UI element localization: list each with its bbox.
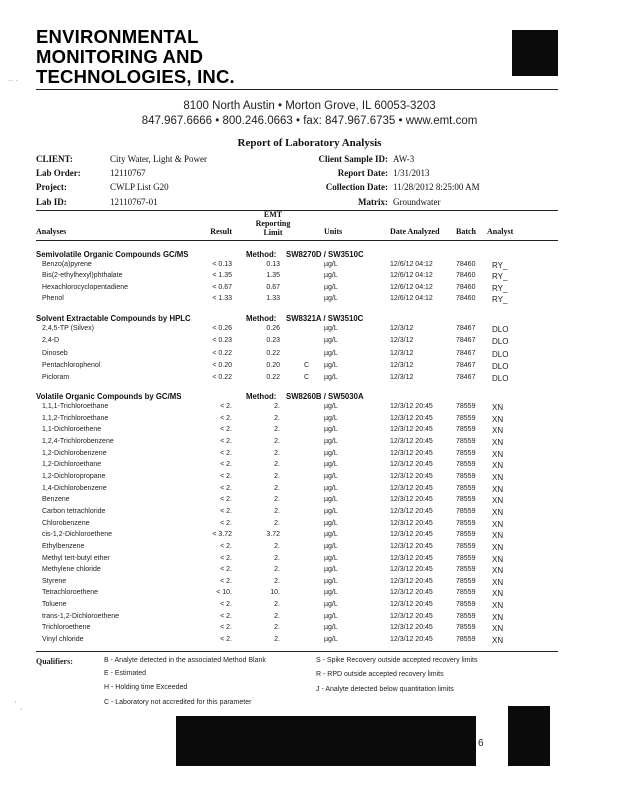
table-row [0, 284, 619, 295]
analyte-units: µg/L [324, 484, 338, 492]
analyte-analyst: XN [492, 437, 504, 447]
analyte-result: < 0.23 [212, 337, 232, 345]
analyte-units: µg/L [324, 325, 338, 332]
redaction-box-top [512, 30, 558, 76]
analyte-batch: 78460 [456, 272, 476, 280]
analyte-units: µg/L [324, 437, 338, 445]
analyte-units: µg/L [324, 449, 338, 457]
collection-date-label: Collection Date: [325, 182, 388, 192]
analyte-reporting-limit: 2. [274, 542, 280, 550]
table-row [0, 325, 619, 336]
analyte-units: µg/L [324, 272, 338, 280]
analyte-date-analyzed: 12/3/12 20:45 [390, 636, 433, 643]
analyte-reporting-limit: 1.35 [266, 272, 280, 280]
table-row [0, 261, 619, 272]
analyte-batch: 78559 [456, 566, 476, 574]
analyte-reporting-limit: 2. [274, 496, 280, 504]
table-row [0, 485, 619, 496]
analyte-reporting-limit: 2. [274, 449, 280, 457]
analyte-date-analyzed: 12/3/12 20:45 [390, 589, 433, 597]
analyte-batch: 78460 [456, 294, 476, 302]
section-title-semivolatile: Semivolatile Organic Compounds GC/MS [36, 250, 189, 259]
analyte-batch: 78559 [456, 542, 476, 550]
analyte-result: < 2. [220, 472, 232, 480]
analyte-units: µg/L [324, 261, 338, 268]
company-name-line: TECHNOLOGIES, INC. [36, 66, 235, 87]
analyte-name: Tetrachloroethene [42, 589, 99, 597]
analyte-date-analyzed: 12/3/12 20:45 [390, 554, 433, 562]
analyte-name: Methyl tert-butyl ether [42, 554, 110, 562]
analyte-batch: 78559 [456, 461, 476, 469]
analyte-analyst: XN [492, 414, 504, 424]
analyte-reporting-limit: 1.33 [266, 294, 280, 302]
analyte-reporting-limit: 2. [274, 601, 280, 608]
sample-id-label: Client Sample ID: [318, 154, 388, 164]
analyte-analyst: XN [492, 566, 504, 576]
analyte-reporting-limit: 0.22 [266, 349, 280, 357]
analyte-units: µg/L [324, 349, 338, 357]
redaction-box-bottom-right [508, 706, 550, 766]
table-row [0, 426, 619, 437]
analyte-reporting-limit: 0.26 [266, 325, 280, 332]
analyte-batch: 78559 [456, 507, 476, 515]
table-row [0, 520, 619, 531]
analyte-units: µg/L [324, 577, 338, 585]
analyte-reporting-limit: 3.72 [266, 531, 280, 539]
company-logo [36, 27, 235, 87]
analyte-result: < 0.26 [212, 325, 232, 332]
analyte-analyst: XN [492, 461, 504, 471]
analyte-name: Styrene [42, 577, 67, 585]
analyte-result: < 2. [220, 519, 232, 527]
analyte-units: µg/L [324, 337, 338, 345]
analyte-result: < 2. [220, 496, 232, 504]
table-row [0, 636, 619, 647]
analyte-batch: 78467 [456, 374, 476, 382]
analyte-analyst: XN [492, 403, 504, 412]
analyte-date-analyzed: 12/3/12 20:45 [390, 612, 433, 620]
analyte-date-analyzed: 12/3/12 [390, 361, 414, 369]
analyte-batch: 78559 [456, 589, 476, 597]
analyte-reporting-limit: 2. [274, 484, 280, 492]
analyte-date-analyzed: 12/3/12 [390, 349, 414, 357]
analyte-result: < 1.33 [212, 294, 232, 302]
analyte-analyst: XN [492, 496, 504, 506]
analyte-name: Benzene [42, 496, 70, 504]
analyte-name: Toluene [42, 601, 67, 608]
analyte-analyst: DLO [492, 337, 509, 347]
qualifier-b: B - Analyte detected in the associated Method Blank [104, 657, 266, 664]
analyte-analyst: XN [492, 519, 504, 529]
column-header-rule [36, 240, 558, 241]
lab-id-label: Lab ID: [36, 197, 67, 207]
analyte-units: µg/L [324, 461, 338, 469]
table-row [0, 543, 619, 554]
analyte-reporting-limit: 10. [270, 589, 280, 597]
analyte-batch: 78467 [456, 325, 476, 332]
analyte-result: < 0.22 [212, 374, 232, 382]
qualifier-e: E - Estimated [104, 670, 147, 677]
analyte-batch: 78559 [456, 496, 476, 504]
scan-mark: ·· · [8, 76, 19, 85]
analyte-result: < 2. [220, 437, 232, 445]
analyte-analyst: XN [492, 426, 504, 436]
method-label: Method: [246, 250, 277, 259]
analyte-name: Vinyl chloride [42, 636, 84, 643]
method-value: SW8260B / SW5030A [286, 392, 364, 401]
analyte-name: cis-1,2-Dichloroethene [42, 531, 113, 539]
table-row [0, 473, 619, 484]
table-row [0, 508, 619, 519]
analyte-batch: 78559 [456, 601, 476, 608]
analyte-name: Picloram [42, 374, 70, 382]
analyte-name: Trichloroethene [42, 624, 91, 632]
analyte-batch: 78467 [456, 349, 476, 357]
method-label: Method: [246, 392, 277, 401]
table-row [0, 415, 619, 426]
analyte-reporting-limit: 2. [274, 519, 280, 527]
redaction-box-bottom [176, 716, 476, 766]
analyte-result: < 1.35 [212, 272, 232, 280]
analyte-name: Chlorobenzene [42, 519, 90, 527]
analyte-name: 1,1,1-Trichloroethane [42, 403, 109, 410]
analyte-name: 1,2-Dichloroethane [42, 461, 102, 469]
analyte-result: < 2. [220, 403, 232, 410]
analyte-batch: 78467 [456, 337, 476, 345]
analyte-reporting-limit: 0.67 [266, 283, 280, 291]
analyte-date-analyzed: 12/3/12 20:45 [390, 484, 433, 492]
table-row [0, 403, 619, 414]
analyte-result: < 0.20 [212, 361, 232, 369]
analyte-units: µg/L [324, 496, 338, 504]
client-label: CLIENT: [36, 154, 73, 164]
analyte-date-analyzed: 12/3/12 [390, 337, 414, 345]
analyte-reporting-limit: 0.23 [266, 337, 280, 345]
analyte-batch: 78467 [456, 361, 476, 369]
analyte-qualifier: C [304, 374, 310, 382]
qualifier-j: J - Analyte detected below quantitation limits [316, 686, 454, 693]
analyte-analyst: XN [492, 449, 504, 459]
analyte-analyst: XN [492, 554, 504, 564]
analyte-analyst: XN [492, 612, 504, 622]
analyte-analyst: XN [492, 636, 504, 645]
report-title: Report of Laboratory Analysis [237, 137, 382, 149]
analyte-analyst: DLO [492, 325, 509, 334]
analyte-date-analyzed: 12/3/12 20:45 [390, 403, 433, 410]
table-row [0, 350, 619, 361]
analyte-reporting-limit: 2. [274, 577, 280, 585]
analyte-name: 1,2-Dichlorobenzene [42, 449, 107, 457]
analyte-result: < 2. [220, 554, 232, 562]
table-row [0, 624, 619, 635]
analyte-date-analyzed: 12/3/12 20:45 [390, 426, 433, 434]
table-row [0, 578, 619, 589]
analyte-units: µg/L [324, 601, 338, 608]
analyte-result: < 2. [220, 414, 232, 422]
table-row [0, 461, 619, 472]
analyte-name: Methylene chloride [42, 566, 101, 574]
analyte-batch: 78559 [456, 519, 476, 527]
table-row [0, 566, 619, 577]
table-row [0, 555, 619, 566]
analyte-units: µg/L [324, 554, 338, 562]
analyte-batch: 78559 [456, 612, 476, 620]
analyte-name: Benzo(a)pyrene [42, 261, 92, 268]
table-end-rule [36, 651, 558, 652]
qualifier-r: R - RPD outside accepted recovery limits [316, 671, 444, 678]
analyte-units: µg/L [324, 283, 338, 291]
col-analyst: Analyst [487, 227, 514, 236]
analyte-date-analyzed: 12/3/12 20:45 [390, 624, 433, 632]
analyte-date-analyzed: 12/6/12 04:12 [390, 283, 433, 291]
table-row [0, 613, 619, 624]
qualifier-c: C - Laboratory not accredited for this parameter [104, 699, 252, 706]
analyte-date-analyzed: 12/3/12 20:45 [390, 542, 433, 550]
table-row [0, 438, 619, 449]
scan-mark: ʾ ˏ [14, 700, 23, 710]
analyte-batch: 78559 [456, 484, 476, 492]
analyte-date-analyzed: 12/6/12 04:12 [390, 272, 433, 280]
qualifier-s: S - Spike Recovery outside accepted recovery limits [316, 657, 478, 664]
method-value: SW8270D / SW3510C [286, 250, 364, 259]
analyte-analyst: XN [492, 601, 504, 610]
table-row [0, 496, 619, 507]
analyte-result: < 10. [216, 589, 232, 597]
analyte-units: µg/L [324, 612, 338, 620]
analyte-analyst: XN [492, 531, 504, 541]
method-label: Method: [246, 314, 277, 323]
analyte-date-analyzed: 12/3/12 20:45 [390, 437, 433, 445]
analyte-reporting-limit: 2. [274, 437, 280, 445]
analyte-analyst: RY_ [492, 294, 508, 304]
analyte-batch: 78559 [456, 426, 476, 434]
table-row [0, 337, 619, 348]
analyte-result: < 2. [220, 461, 232, 469]
col-batch: Batch [456, 227, 476, 236]
analyte-reporting-limit: 2. [274, 624, 280, 632]
table-row [0, 272, 619, 283]
lab-id-value: 12110767-01 [110, 197, 158, 207]
matrix-label: Matrix: [358, 197, 388, 207]
analyte-units: µg/L [324, 403, 338, 410]
analyte-batch: 78559 [456, 624, 476, 632]
analyte-batch: 78559 [456, 472, 476, 480]
col-analyses: Analyses [36, 227, 67, 236]
analyte-units: µg/L [324, 636, 338, 643]
analyte-result: < 0.67 [212, 283, 232, 291]
analyte-reporting-limit: 2. [274, 612, 280, 620]
analyte-batch: 78559 [456, 414, 476, 422]
analyte-units: µg/L [324, 589, 338, 597]
report-date-value: 1/31/2013 [393, 168, 430, 178]
analyte-batch: 78559 [456, 636, 476, 643]
analyte-analyst: DLO [492, 374, 509, 384]
analyte-units: µg/L [324, 566, 338, 574]
analyte-name: Pentachlorophenol [42, 361, 101, 369]
analyte-units: µg/L [324, 426, 338, 434]
analyte-reporting-limit: 2. [274, 414, 280, 422]
analyte-date-analyzed: 12/6/12 04:12 [390, 261, 433, 268]
analyte-analyst: DLO [492, 361, 509, 371]
analyte-result: < 2. [220, 612, 232, 620]
analyte-analyst: RY_ [492, 261, 508, 270]
analyte-name: Carbon tetrachloride [42, 507, 106, 515]
analyte-units: µg/L [324, 531, 338, 539]
analyte-result: < 0.22 [212, 349, 232, 357]
analyte-batch: 78559 [456, 403, 476, 410]
analyte-date-analyzed: 12/3/12 20:45 [390, 507, 433, 515]
client-value: City Water, Light & Power [110, 154, 207, 164]
analyte-result: < 2. [220, 542, 232, 550]
analyte-analyst: RY_ [492, 283, 508, 293]
analyte-reporting-limit: 2. [274, 472, 280, 480]
analyte-name: 1,2,4-Trichlorobenzene [42, 437, 114, 445]
analyte-batch: 78559 [456, 531, 476, 539]
analyte-result: < 2. [220, 624, 232, 632]
analyte-date-analyzed: 12/6/12 04:12 [390, 294, 433, 302]
analyte-date-analyzed: 12/3/12 20:45 [390, 519, 433, 527]
analyte-result: < 2. [220, 577, 232, 585]
analyte-result: < 0.13 [212, 261, 232, 268]
collection-date-value: 11/28/2012 8:25:00 AM [393, 182, 480, 192]
analyte-result: < 3.72 [212, 531, 232, 539]
section-title-hplc: Solvent Extractable Compounds by HPLC [36, 314, 191, 323]
analyte-analyst: XN [492, 624, 504, 634]
analyte-name: Ethylbenzene [42, 542, 85, 550]
col-emt-reporting-limit: EMT Reporting Limit [255, 210, 291, 237]
analyte-result: < 2. [220, 449, 232, 457]
sample-id-value: AW-3 [393, 154, 415, 164]
lab-order-label: Lab Order: [36, 168, 81, 178]
analyte-reporting-limit: 2. [274, 426, 280, 434]
analyte-batch: 78559 [456, 449, 476, 457]
analyte-date-analyzed: 12/3/12 [390, 374, 414, 382]
analyte-reporting-limit: 2. [274, 461, 280, 469]
company-name-line: ENVIRONMENTAL [36, 26, 199, 47]
analyte-result: < 2. [220, 484, 232, 492]
analyte-result: < 2. [220, 566, 232, 574]
analyte-reporting-limit: 2. [274, 507, 280, 515]
analyte-analyst: XN [492, 542, 504, 552]
analyte-name: 1,2-Dichloropropane [42, 472, 106, 480]
lab-order-value: 12110767 [110, 168, 146, 178]
section-title-volatile: Volatile Organic Compounds by GC/MS [36, 392, 182, 401]
analyte-units: µg/L [324, 414, 338, 422]
analyte-analyst: XN [492, 507, 504, 517]
analyte-date-analyzed: 12/3/12 20:45 [390, 449, 433, 457]
qualifiers-label: Qualifiers: [36, 657, 73, 666]
company-address: 8100 North Austin • Morton Grove, IL 60053-3203 [183, 100, 436, 112]
analyte-reporting-limit: 2. [274, 566, 280, 574]
qualifier-h: H - Holding time Exceeded [104, 684, 188, 691]
report-date-label: Report Date: [337, 168, 388, 178]
method-value: SW8321A / SW3510C [286, 314, 364, 323]
analyte-result: < 2. [220, 426, 232, 434]
company-name-line: MONITORING AND [36, 46, 204, 67]
matrix-value: Groundwater [393, 197, 441, 207]
analyte-name: 1,1,2-Trichloroethane [42, 414, 109, 422]
analyte-units: µg/L [324, 519, 338, 527]
analyte-analyst: XN [492, 472, 504, 482]
analyte-name: Bis(2-ethylhexyl)phthalate [42, 272, 123, 280]
analyte-date-analyzed: 12/3/12 20:45 [390, 531, 433, 539]
analyte-result: < 2. [220, 601, 232, 608]
analyte-analyst: RY_ [492, 272, 508, 282]
table-row [0, 374, 619, 385]
col-result: Result [210, 227, 232, 236]
analyte-batch: 78460 [456, 283, 476, 291]
analyte-date-analyzed: 12/3/12 20:45 [390, 414, 433, 422]
page-number: 6 [478, 738, 484, 749]
analyte-date-analyzed: 12/3/12 [390, 325, 414, 332]
analyte-units: µg/L [324, 374, 338, 382]
analyte-name: Dinoseb [42, 349, 68, 357]
table-row [0, 601, 619, 612]
analyte-date-analyzed: 12/3/12 20:45 [390, 461, 433, 469]
analyte-units: µg/L [324, 542, 338, 550]
table-row [0, 362, 619, 373]
table-row [0, 450, 619, 461]
analyte-analyst: XN [492, 484, 504, 494]
col-date-analyzed: Date Analyzed [390, 227, 440, 236]
analyte-date-analyzed: 12/3/12 20:45 [390, 496, 433, 504]
analyte-date-analyzed: 12/3/12 20:45 [390, 472, 433, 480]
analyte-analyst: XN [492, 589, 504, 599]
header-rule [36, 89, 558, 90]
analyte-result: < 2. [220, 507, 232, 515]
analyte-batch: 78559 [456, 437, 476, 445]
analyte-analyst: XN [492, 577, 504, 587]
table-row [0, 531, 619, 542]
table-row [0, 295, 619, 306]
analyte-result: < 2. [220, 636, 232, 643]
analyte-name: Phenol [42, 294, 64, 302]
analyte-name: 2,4-D [42, 337, 60, 345]
analyte-date-analyzed: 12/3/12 20:45 [390, 566, 433, 574]
analyte-name: 1,4-Dichlorobenzene [42, 484, 107, 492]
analyte-units: µg/L [324, 294, 338, 302]
project-value: CWLP List G20 [110, 182, 169, 192]
analyte-name: 2,4,5-TP (Silvex) [42, 325, 94, 332]
analyte-date-analyzed: 12/3/12 20:45 [390, 577, 433, 585]
analyte-reporting-limit: 2. [274, 636, 280, 643]
analyte-reporting-limit: 2. [274, 403, 280, 410]
analyte-reporting-limit: 0.13 [266, 261, 280, 268]
analyte-units: µg/L [324, 361, 338, 369]
analyte-analyst: DLO [492, 349, 509, 359]
analyte-name: Hexachlorocyclopentadiene [42, 283, 128, 291]
analyte-units: µg/L [324, 624, 338, 632]
col-units: Units [324, 227, 343, 236]
analyte-reporting-limit: 0.22 [266, 374, 280, 382]
analyte-units: µg/L [324, 472, 338, 480]
company-phones: 847.967.6666 • 800.246.0663 • fax: 847.967.6735 • www.emt.com [141, 115, 478, 127]
analyte-qualifier: C [304, 361, 310, 369]
analyte-date-analyzed: 12/3/12 20:45 [390, 601, 433, 608]
analyte-reporting-limit: 0.20 [266, 361, 280, 369]
project-label: Project: [36, 182, 67, 192]
analyte-units: µg/L [324, 507, 338, 515]
analyte-batch: 78460 [456, 261, 476, 268]
analyte-batch: 78559 [456, 577, 476, 585]
analyte-name: trans-1,2-Dichloroethene [42, 612, 120, 620]
analyte-reporting-limit: 2. [274, 554, 280, 562]
analyte-name: 1,1-Dichloroethene [42, 426, 102, 434]
analyte-batch: 78559 [456, 554, 476, 562]
table-row [0, 589, 619, 600]
